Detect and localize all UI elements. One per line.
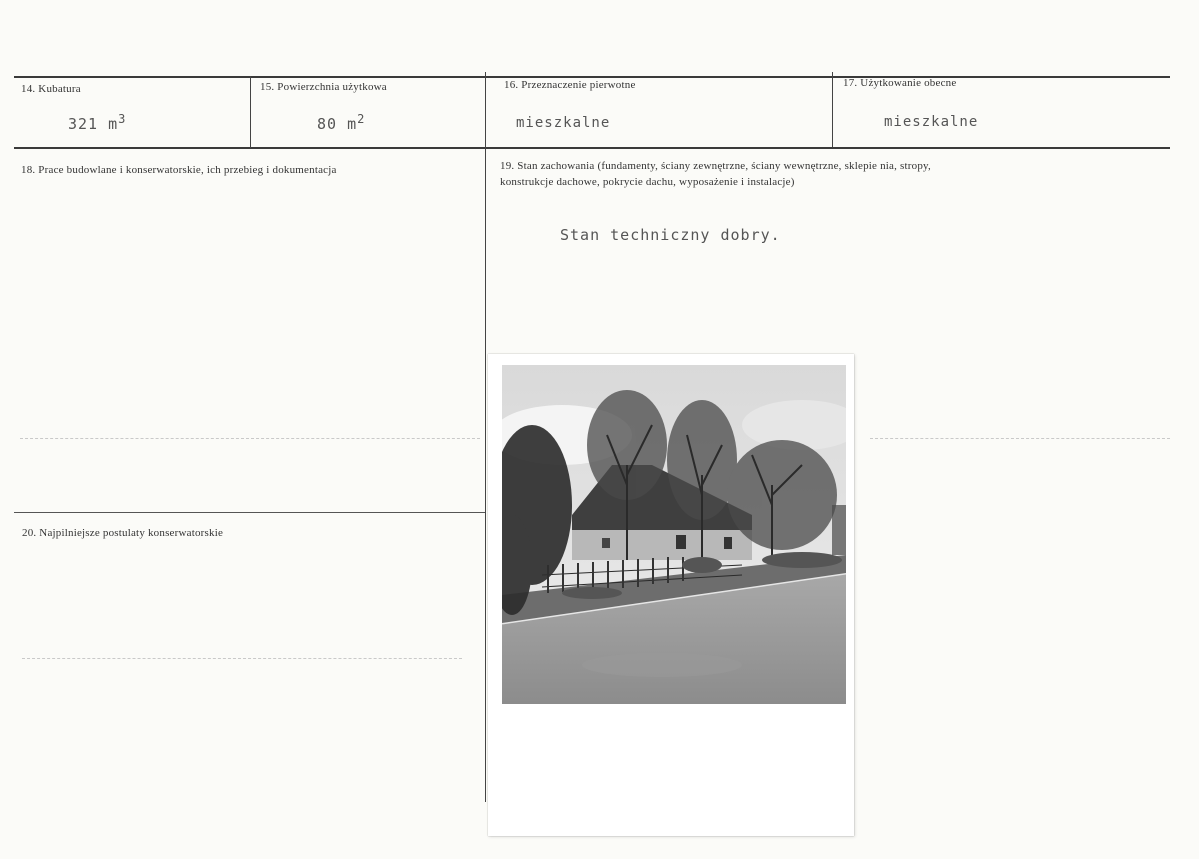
- faint-rule: [20, 438, 480, 439]
- field-15-value: [317, 112, 365, 133]
- field-15-unit-exponent: 2: [357, 112, 366, 126]
- faint-rule: [22, 658, 462, 659]
- field-19-label-line1: 19. Stan zachowania (fundamenty, ściany zewnętrzne, ściany wewnętrzne, sklepie nia, stropy,: [500, 160, 931, 172]
- field-15-label: 15. Powierzchnia użytkowa: [260, 81, 387, 93]
- field-19-value: Stan techniczny dobry.: [560, 226, 781, 244]
- field-15-value-text: 80 m: [317, 115, 358, 133]
- field-14-unit-exponent: 3: [118, 112, 127, 126]
- field-16-value: mieszkalne: [516, 115, 611, 131]
- header-bottom-rule: [14, 147, 1170, 149]
- field-14-value: [68, 112, 126, 133]
- photo-card: [488, 354, 854, 836]
- field-14-value-text: 321 m: [68, 115, 119, 133]
- section-18-20-rule: [14, 512, 485, 513]
- field-18-label: 18. Prace budowlane i konserwatorskie, ich przebieg i dokumentacja: [21, 164, 337, 176]
- divider-15-16: [485, 72, 486, 802]
- photo-house-with-trees: [502, 365, 846, 704]
- photo-image: [502, 365, 846, 704]
- field-14-label: 14. Kubatura: [21, 83, 81, 95]
- field-20-label: 20. Najpilniejsze postulaty konserwatorskie: [22, 527, 224, 539]
- field-17-value: mieszkalne: [884, 114, 979, 130]
- divider-14-15: [250, 76, 251, 148]
- divider-16-17: [832, 72, 833, 147]
- field-17-label: 17. Użytkowanie obecne: [843, 77, 957, 89]
- field-16-label: 16. Przeznaczenie pierwotne: [504, 79, 636, 91]
- field-19-label-line2: konstrukcje dachowe, pokrycie dachu, wyposażenie i instalacje): [500, 176, 795, 188]
- faint-rule: [870, 438, 1170, 439]
